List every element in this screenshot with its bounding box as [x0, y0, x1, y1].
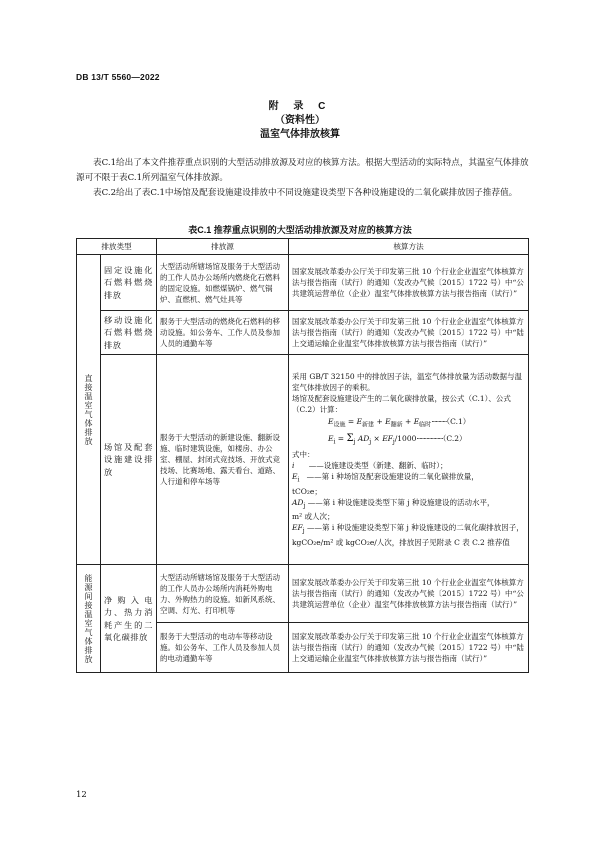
table-header-row: [77, 239, 529, 255]
emission-table: [76, 238, 529, 673]
row-method: [289, 355, 529, 565]
paragraph-1: 表C.1给出了本文件推荐重点识别的大型活动排放源及对应的核算方法。根据大型活动的实际特点，其温室气体排放源可不限于表C.1所列温室气体排放源。: [76, 158, 529, 183]
def-ad: $AD_j$ ——第 i 种设施建设类型下第 j 种设施建设的活动水平， m² 或人次；: [292, 497, 495, 522]
formula-c2: $E_i = \Sigma_j$ $AD_j \times EF_j/1000\cdot\cdot\cdot\cdot\cdot\cdot\cdot\cdot\cdot\cdot\cdot\cdot\cdot\cdot\cdot\cdot\cdot\cdot\cdot(C.2)$: [328, 432, 467, 446]
formula-c1: $E_{设施} = E_{新建} + E_{翻新} + E_{临时}\cdot\cdot\cdot\cdot\cdot\cdot\cdot\cdot\cdot\cdot\cdot(C.1)$: [328, 417, 471, 429]
table-row: [77, 565, 529, 623]
group-indirect: 能源间接温室气体排放: [77, 565, 101, 673]
where-label: 式中：: [292, 450, 315, 460]
table-row: [77, 311, 529, 355]
appendix-subtitle: （资料性）: [275, 115, 325, 126]
def-ei: $E_i$ ——第 i 种场馆及配套设施建设的二氧化碳排放量， tCO₂e；: [292, 472, 479, 496]
row-method: 国家发展改革委办公厅关于印发第三批 10 个行业企业温室气体核算方法与报告指南（试行）的通知（发改办气候〔2015〕1722 号）中“陆上交通运输企业温室气体排放核算方法与报告指南（试行）”: [289, 623, 529, 673]
header-method: 核算方法: [289, 239, 529, 255]
header-type: 排放类型: [77, 239, 157, 255]
group-direct: 直接温室气体排放: [77, 255, 101, 565]
row-subtype: 场馆及配套设施建设排放: [101, 355, 157, 565]
row-subtype: 固定设施化石燃料燃烧排放: [101, 255, 157, 311]
row-method: 国家发展改革委办公厅关于印发第三批 10 个行业企业温室气体核算方法与报告指南（试行）的通知（发改办气候〔2015〕1722 号）中“陆上交通运输企业温室气体排放核算方法与报告指南（试行）”: [289, 311, 529, 355]
page-number: 12: [76, 790, 87, 800]
row-source: 服务于大型活动的新建设施、翻新设施、临时建筑设施，如楼房、办公室、棚屋、封闭式竞技场、开放式竞技场、比赛场地、露天看台、道路、人行道和停车场等: [157, 355, 289, 565]
table-row: [77, 255, 529, 311]
row-source: 大型活动所辖场馆及服务于大型活动的工作人员办公场所内燃烧化石燃料的固定设施。如燃煤锅炉、燃气锅炉、直燃机、燃气灶具等: [157, 255, 289, 311]
row-source: 服务于大型活动的电动车等移动设施。如公务车、工作人员及参加人员的电动通勤车等: [157, 623, 289, 673]
row-source: 大型活动所辖场馆及服务于大型活动的工作人员办公场所内消耗外购电力、外购热力的设施。如新风系统、空调、灯光、打印机等: [157, 565, 289, 623]
table-row: [77, 355, 529, 565]
def-i: i ——设施建设类型（新建、翻新、临时）；: [292, 461, 448, 471]
row-method: 国家发展改革委办公厅关于印发第三批 10 个行业企业温室气体核算方法与报告指南（试行）的通知（发改办气候〔2015〕1722 号）中“公共建筑运营单位（企业）温室气体排放核算方法与报告指南（试行）”: [289, 255, 529, 311]
row-subtype: 净购入电力、热力消耗产生的二氧化碳排放: [101, 565, 157, 673]
method-intro: 采用 GB/T 32150 中的排放因子法，温室气体排放量为活动数据与温室气体排放因子的乘积。: [292, 372, 523, 393]
table-caption: 表C.1 推荐重点识别的大型活动排放源及对应的核算方法: [188, 225, 412, 235]
appendix-name: 温室气体排放核算: [260, 129, 340, 140]
paragraph-2: 表C.2给出了表C.1中场馆及配套设施建设排放中不同设施建设类型下各种设施建设的二氧化碳排放因子推荐值。: [93, 188, 518, 198]
row-subtype: 移动设施化石燃料燃烧排放: [101, 311, 157, 355]
appendix-title: 附 录 C: [268, 101, 332, 112]
def-ef: $EF_j$ ——第 i 种设施建设类型下第 j 种设施建设的二氧化碳排放因子，kgCO₂e/m² 或 kgCO₂e/人次，排放因子见附录 C 表 C.2 推荐值: [292, 523, 524, 547]
row-source: 服务于大型活动的燃烧化石燃料的移动设施。如公务车、工作人员及参加人员的通勤车等: [157, 311, 289, 355]
document-id: DB 13/T 5560—2022: [76, 72, 160, 82]
header-source: 排放源: [157, 239, 289, 255]
row-method: 国家发展改革委办公厅关于印发第三批 10 个行业企业温室气体核算方法与报告指南（试行）的通知（发改办气候〔2015〕1722 号）中“公共建筑运营单位（企业）温室气体排放核算方法与报告指南（试行）”: [289, 565, 529, 623]
method-line2: 场馆及配套设施建设产生的二氧化碳排放量，按公式（C.1）、公式（C.2）计算：: [292, 394, 511, 415]
